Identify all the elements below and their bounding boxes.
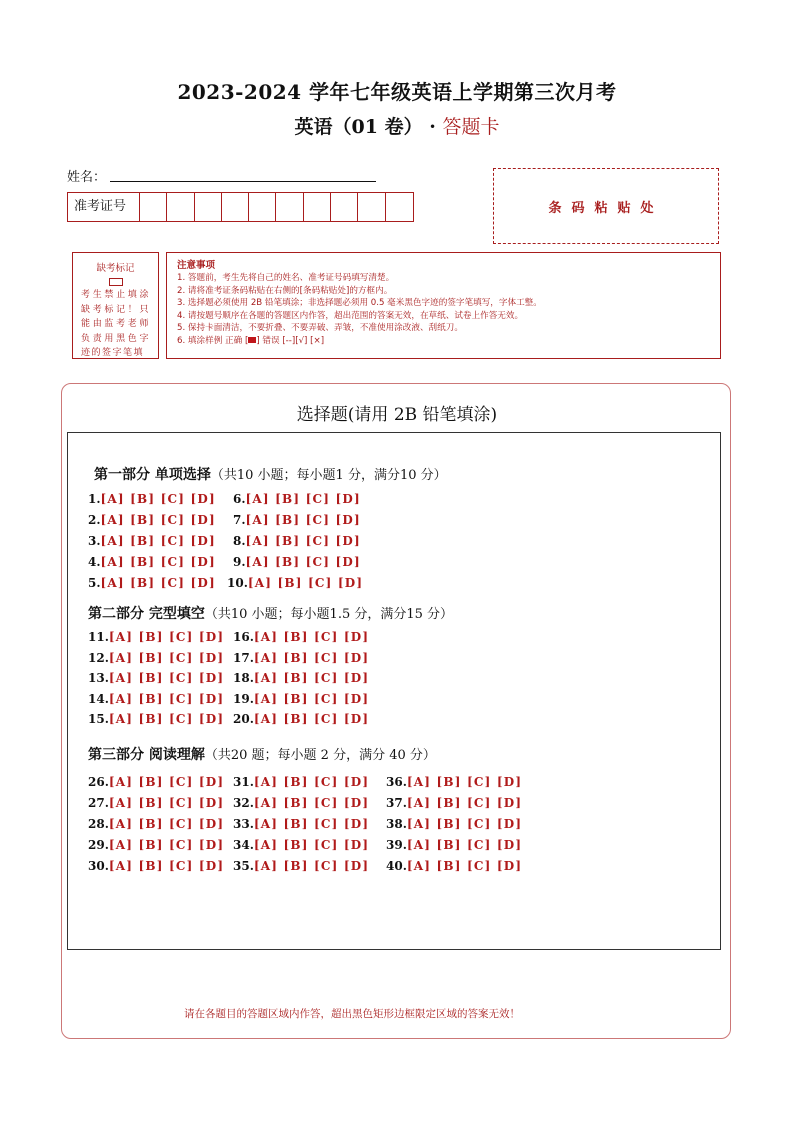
question-row[interactable]: [233, 859, 369, 873]
note-item: 3. 选择题必须使用 2B 铅笔填涂；非选择题必须用 0.5 毫米黑色字迹的签字笔填写，字体工整。: [177, 298, 542, 309]
answer-options[interactable]: [A] [B] [C] [D]: [253, 630, 370, 644]
question-row[interactable]: [233, 492, 361, 506]
question-row[interactable]: [88, 576, 216, 590]
question-row[interactable]: [233, 534, 361, 548]
exam-id-cell[interactable]: [140, 193, 167, 221]
absent-mark-title: 缺考标记: [96, 263, 135, 274]
question-number: 32.: [233, 796, 254, 810]
question-number: 39.: [386, 838, 407, 852]
note-item: 2. 请将准考证条码粘贴在右侧的[条码粘贴处]的方框内。: [177, 285, 393, 296]
answer-options[interactable]: [A] [B] [C] [D]: [100, 555, 216, 569]
exam-id-cell[interactable]: [249, 193, 276, 221]
exam-id-cell[interactable]: [276, 193, 303, 221]
question-row[interactable]: [88, 712, 224, 726]
answer-options[interactable]: [A] [B] [C] [D]: [245, 492, 361, 506]
answer-options[interactable]: [A] [B] [C] [D]: [406, 817, 523, 831]
answer-options[interactable]: [A] [B] [C] [D]: [406, 838, 523, 852]
exam-id-cell[interactable]: [386, 193, 413, 221]
part-1-title: 第一部分 单项选择: [94, 467, 211, 483]
answer-options[interactable]: [A] [B] [C] [D]: [245, 555, 361, 569]
absent-mark-checkbox[interactable]: [109, 278, 123, 286]
question-number: 26.: [88, 775, 109, 789]
question-row[interactable]: [233, 671, 369, 685]
question-row[interactable]: [88, 692, 224, 706]
exam-id-cell[interactable]: [304, 193, 331, 221]
name-label: 姓名：: [67, 170, 107, 185]
question-row[interactable]: [88, 513, 216, 527]
notes-title: 注意事项: [177, 260, 216, 271]
question-number: 1.: [88, 492, 101, 506]
part-3-points: （共20 题；每小题 2 分，满分 40 分）: [204, 748, 436, 763]
question-number: 9.: [233, 555, 246, 569]
subtitle-main: 英语（01 卷）: [294, 116, 423, 138]
question-number: 8.: [233, 534, 246, 548]
answer-options[interactable]: [A] [B] [C] [D]: [247, 576, 364, 590]
answer-options[interactable]: [A] [B] [C] [D]: [406, 775, 523, 789]
answer-options[interactable]: [A] [B] [C] [D]: [253, 651, 370, 665]
part-1-heading: [94, 464, 447, 484]
question-row[interactable]: [386, 859, 522, 873]
question-number: 20.: [233, 712, 254, 726]
question-row[interactable]: [233, 796, 369, 810]
exam-title: 2023-2024 学年七年级英语上学期第三次月考: [177, 80, 617, 104]
answer-options[interactable]: [A] [B] [C] [D]: [406, 859, 523, 873]
question-row[interactable]: [88, 775, 224, 789]
note-item-sample: [177, 335, 710, 348]
answer-options[interactable]: [A] [B] [C] [D]: [253, 712, 370, 726]
answer-options[interactable]: [A] [B] [C] [D]: [253, 817, 370, 831]
question-row[interactable]: [227, 576, 363, 590]
question-row[interactable]: [88, 817, 224, 831]
part-3-title: 第三部分 阅读理解: [88, 747, 205, 763]
absent-mark-box: [72, 252, 159, 359]
subtitle-answer-sheet: 答题卡: [442, 116, 500, 138]
part-3-heading: [88, 744, 436, 764]
barcode-label: 条码粘贴处: [548, 200, 664, 216]
question-row[interactable]: [233, 838, 369, 852]
question-number: 5.: [88, 576, 101, 590]
answer-options[interactable]: [A] [B] [C] [D]: [100, 492, 216, 506]
question-number: 30.: [88, 859, 109, 873]
question-number: 3.: [88, 534, 101, 548]
name-field[interactable]: [110, 181, 376, 182]
question-row[interactable]: [88, 492, 216, 506]
question-row[interactable]: [386, 775, 522, 789]
answer-options[interactable]: [A] [B] [C] [D]: [108, 796, 225, 810]
question-number: 16.: [233, 630, 254, 644]
question-row[interactable]: [386, 838, 522, 852]
answer-options[interactable]: [A] [B] [C] [D]: [253, 692, 370, 706]
question-number: 37.: [386, 796, 407, 810]
answer-options[interactable]: [A] [B] [C] [D]: [406, 796, 523, 810]
question-row[interactable]: [386, 817, 522, 831]
question-number: 15.: [88, 712, 109, 726]
subtitle-separator: ·: [422, 116, 443, 138]
question-number: 18.: [233, 671, 254, 685]
exam-id-cell[interactable]: [222, 193, 249, 221]
question-number: 34.: [233, 838, 254, 852]
question-row[interactable]: [88, 671, 224, 685]
answer-options[interactable]: [A] [B] [C] [D]: [108, 838, 225, 852]
part-2-title: 第二部分 完型填空: [88, 606, 205, 622]
answer-options[interactable]: [A] [B] [C] [D]: [253, 796, 370, 810]
exam-id-cell[interactable]: [358, 193, 385, 221]
note-item: 5. 保持卡面清洁，不要折叠、不要弄破、弄皱，不准使用涂改液、刮纸刀。: [177, 323, 463, 334]
section-title: 选择题(请用 2B 铅笔填涂): [296, 405, 498, 425]
question-row[interactable]: [233, 775, 369, 789]
question-row[interactable]: [233, 712, 369, 726]
question-number: 10.: [227, 576, 248, 590]
question-row[interactable]: [233, 692, 369, 706]
question-number: 6.: [233, 492, 246, 506]
question-row[interactable]: [233, 513, 361, 527]
exam-id-cell[interactable]: [167, 193, 194, 221]
question-number: 28.: [88, 817, 109, 831]
question-number: 7.: [233, 513, 246, 527]
part-1-points: （共10 小题；每小题1 分，满分10 分）: [210, 468, 447, 483]
answer-options[interactable]: [A] [B] [C] [D]: [108, 859, 225, 873]
part-2-heading: [88, 603, 453, 623]
answer-options[interactable]: [A] [B] [C] [D]: [253, 775, 370, 789]
notes-box: [166, 252, 721, 359]
question-row[interactable]: [233, 651, 369, 665]
answer-options[interactable]: [A] [B] [C] [D]: [253, 859, 370, 873]
answer-options[interactable]: [A] [B] [C] [D]: [253, 838, 370, 852]
question-number: 12.: [88, 651, 109, 665]
question-number: 19.: [233, 692, 254, 706]
answer-options[interactable]: [A] [B] [C] [D]: [100, 576, 216, 590]
answer-options[interactable]: [A] [B] [C] [D]: [108, 692, 225, 706]
note-item: 4. 请按题号顺序在各题的答题区内作答，超出范围的答案无效，在草纸、试卷上作答无效。: [177, 310, 524, 321]
question-row[interactable]: [233, 630, 369, 644]
question-row[interactable]: [88, 796, 224, 810]
answer-options[interactable]: [A] [B] [C] [D]: [253, 671, 370, 685]
question-number: 40.: [386, 859, 407, 873]
answer-options[interactable]: [A] [B] [C] [D]: [108, 651, 225, 665]
question-number: 38.: [386, 817, 407, 831]
absent-mark-text: 考生禁止填涂缺考标记！只能由监考老师负责用黑色字迹的签字笔填: [81, 290, 150, 358]
answer-options[interactable]: [A] [B] [C] [D]: [108, 630, 225, 644]
question-row[interactable]: [88, 651, 224, 665]
exam-id-label: 准考证号: [68, 193, 140, 221]
answer-options[interactable]: [A] [B] [C] [D]: [245, 513, 361, 527]
answer-options[interactable]: [A] [B] [C] [D]: [108, 775, 225, 789]
sample-prefix: 6. 填涂样例 正确 [: [177, 335, 249, 346]
answer-options[interactable]: [A] [B] [C] [D]: [108, 671, 225, 685]
question-number: 36.: [386, 775, 407, 789]
question-number: 11.: [88, 630, 109, 644]
question-number: 4.: [88, 555, 101, 569]
answer-options[interactable]: [A] [B] [C] [D]: [108, 712, 225, 726]
question-number: 14.: [88, 692, 109, 706]
answer-options[interactable]: [A] [B] [C] [D]: [100, 513, 216, 527]
barcode-area: [493, 168, 719, 244]
question-row[interactable]: [233, 817, 369, 831]
exam-id-cell[interactable]: [331, 193, 358, 221]
part-2-points: （共10 小题；每小题1.5 分，满分15 分）: [204, 607, 454, 622]
question-number: 2.: [88, 513, 101, 527]
question-number: 35.: [233, 859, 254, 873]
question-row[interactable]: [88, 555, 216, 569]
answer-options[interactable]: [A] [B] [C] [D]: [108, 817, 225, 831]
answer-options[interactable]: [A] [B] [C] [D]: [245, 534, 361, 548]
question-row[interactable]: [88, 838, 224, 852]
question-number: 17.: [233, 651, 254, 665]
question-row[interactable]: [88, 859, 224, 873]
question-number: 31.: [233, 775, 254, 789]
question-number: 33.: [233, 817, 254, 831]
question-number: 13.: [88, 671, 109, 685]
exam-subtitle: [0, 112, 794, 139]
question-row[interactable]: [88, 534, 216, 548]
question-number: 29.: [88, 838, 109, 852]
exam-id-table: [67, 192, 414, 222]
question-row[interactable]: [233, 555, 361, 569]
note-item: 1. 答题前，考生先将自己的姓名、准考证号码填写清楚。: [177, 273, 395, 283]
question-number: 27.: [88, 796, 109, 810]
question-row[interactable]: [88, 630, 224, 644]
answer-options[interactable]: [A] [B] [C] [D]: [100, 534, 216, 548]
sample-suffix: ] 错误 [--][√] [×]: [256, 335, 325, 346]
question-row[interactable]: [386, 796, 522, 810]
footer-warning: 请在各题目的答题区域内作答，超出黑色矩形边框限定区域的答案无效！: [184, 1008, 520, 1020]
exam-id-cell[interactable]: [195, 193, 222, 221]
